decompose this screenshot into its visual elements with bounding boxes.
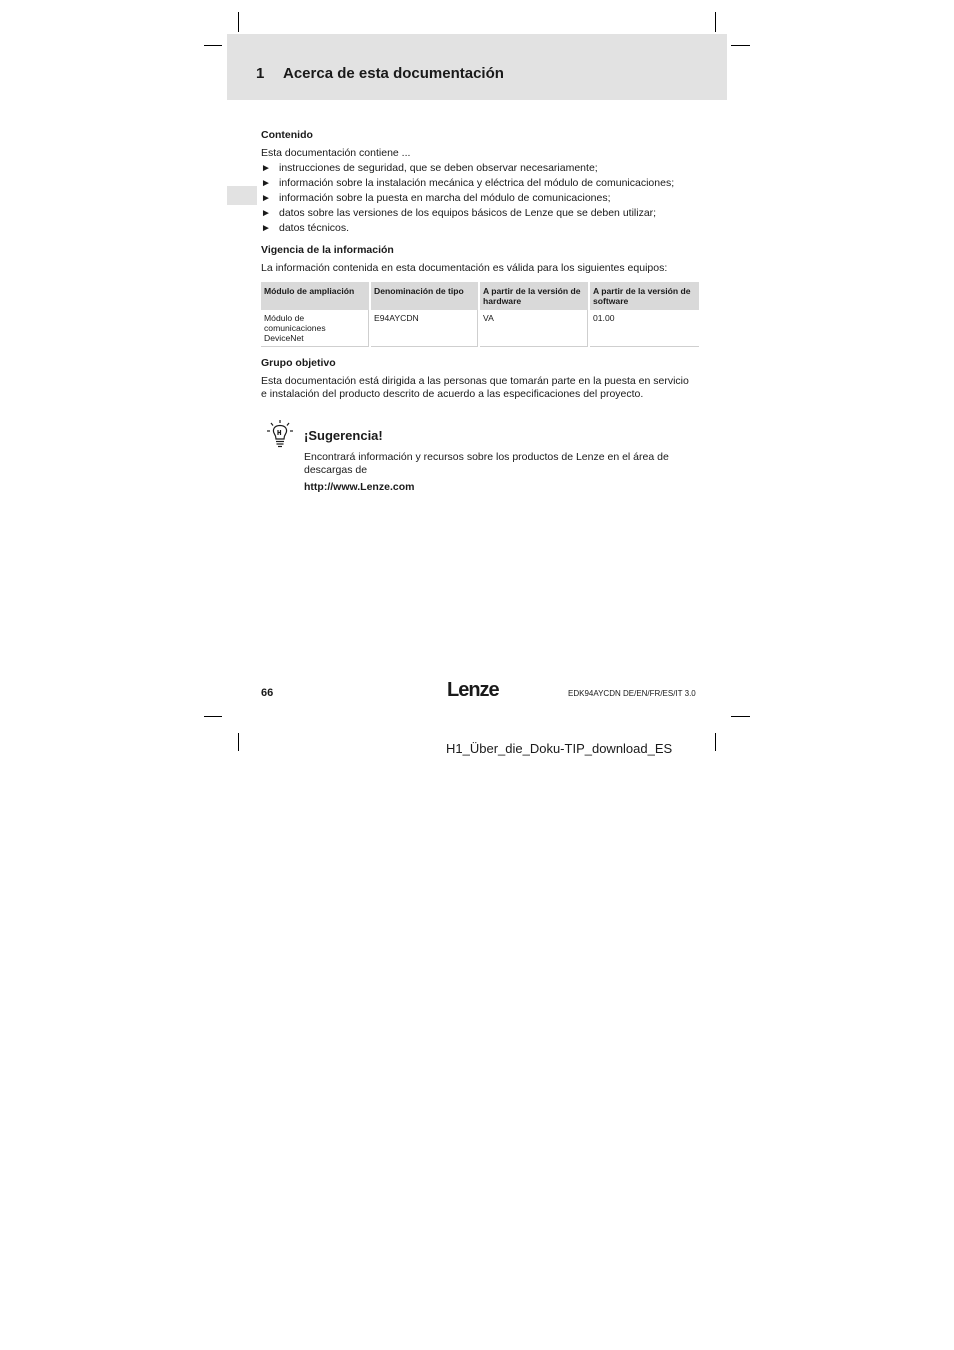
crop-mark: [204, 716, 222, 717]
section-heading-grupo: Grupo objetivo: [261, 357, 336, 369]
table-cell: Módulo de comunicaciones DeviceNet: [261, 310, 369, 347]
table-row: [261, 310, 699, 347]
document-id: H1_Über_die_Doku-TIP_download_ES: [446, 741, 673, 756]
table-cell: 01.00: [590, 310, 699, 347]
crop-mark: [238, 12, 239, 32]
lightbulb-tip-icon: [265, 419, 295, 449]
contenido-intro: Esta documentación contiene ...: [261, 147, 411, 159]
list-item: ► instrucciones de seguridad, que se deben observar necesariamente;: [261, 162, 674, 177]
table-header-cell: Denominación de tipo: [371, 282, 478, 310]
bullet-arrow-icon: ►: [261, 223, 271, 234]
document-code: EDK94AYCDN DE/EN/FR/ES/IT 3.0: [568, 689, 696, 698]
list-item: ► datos sobre las versiones de los equipos básicos de Lenze que se deben utilizar;: [261, 207, 674, 222]
section-heading-contenido: Contenido: [261, 129, 313, 141]
vigencia-text: La información contenida en esta documentación es válida para los siguientes equipos:: [261, 262, 668, 274]
contenido-bullet-list: [261, 162, 674, 237]
bullet-arrow-icon: ►: [261, 208, 271, 219]
bullet-arrow-icon: ►: [261, 178, 271, 189]
grupo-text-line: Esta documentación está dirigida a las personas que tomarán parte en la puesta en servicio: [261, 375, 689, 387]
list-item: ► información sobre la puesta en marcha del módulo de comunicaciones;: [261, 192, 674, 207]
chapter-number: 1: [256, 65, 265, 82]
tip-title: ¡Sugerencia!: [304, 428, 383, 443]
page-number: 66: [261, 687, 274, 699]
crop-mark: [731, 45, 750, 46]
table-header-row: [261, 282, 699, 310]
table-cell: E94AYCDN: [371, 310, 478, 347]
chapter-title: Acerca de esta documentación: [283, 65, 504, 82]
lenze-logo: Lenze: [447, 679, 499, 701]
bullet-arrow-icon: ►: [261, 193, 271, 204]
tip-text: Encontrará información y recursos sobre los productos de Lenze en el área de descargas de: [304, 451, 669, 476]
table-cell: VA: [480, 310, 588, 347]
crop-mark: [715, 733, 716, 751]
side-tab-marker: [227, 186, 257, 205]
table-header-cell: Módulo de ampliación: [261, 282, 369, 310]
crop-mark: [715, 12, 716, 32]
grupo-text-line: e instalación del producto descrito de acuerdo a las especificaciones del proyecto.: [261, 388, 644, 400]
list-item: ► información sobre la instalación mecánica y eléctrica del módulo de comunicaciones;: [261, 177, 674, 192]
crop-mark: [238, 733, 239, 751]
list-item: ► datos técnicos.: [261, 222, 674, 237]
lenze-website-link[interactable]: http://www.Lenze.com: [304, 481, 415, 493]
table-header-cell: A partir de la versión de software: [590, 282, 699, 310]
crop-mark: [731, 716, 750, 717]
table-header-cell: A partir de la versión de hardware: [480, 282, 588, 310]
bullet-arrow-icon: ►: [261, 163, 271, 174]
crop-mark: [204, 45, 222, 46]
validity-table: [259, 282, 701, 347]
section-heading-vigencia: Vigencia de la información: [261, 244, 394, 256]
